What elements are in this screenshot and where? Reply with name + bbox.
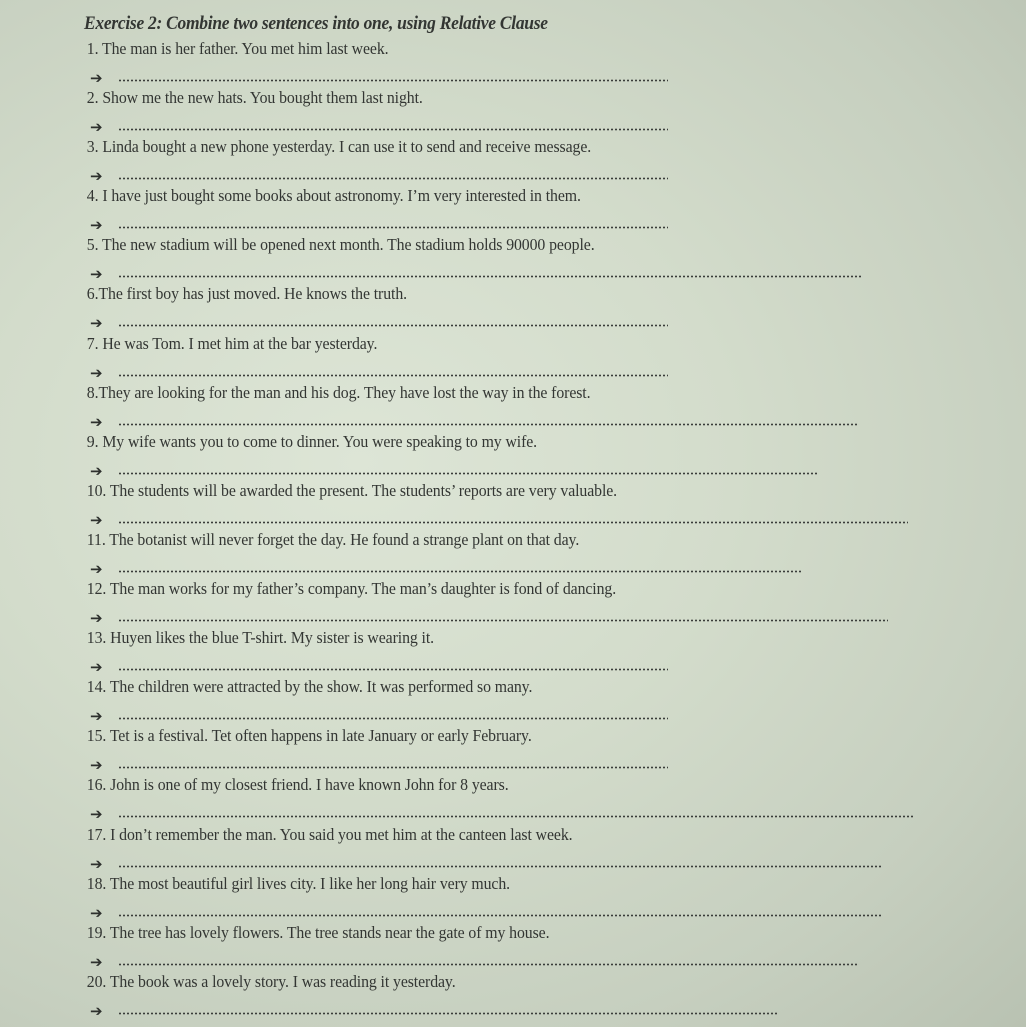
answer-blank-line[interactable] xyxy=(118,668,668,671)
question-prompt: 1. The man is her father. You met him last week. xyxy=(86,39,389,58)
answer-row xyxy=(84,62,944,87)
answer-row xyxy=(84,602,944,627)
arrow-right-icon: ➔ xyxy=(90,363,103,382)
answer-blank-line[interactable] xyxy=(118,521,908,524)
answer-blank-line[interactable] xyxy=(118,177,668,180)
question-item xyxy=(84,627,944,676)
question-prompt: 10. The students will be awarded the present. The students’ reports are very valuable. xyxy=(86,480,618,500)
question-item xyxy=(84,283,944,332)
question-item xyxy=(84,578,944,627)
question-item xyxy=(84,971,944,1020)
question-prompt: 16. John is one of my closest friend. I have known John for 8 years. xyxy=(86,775,509,795)
question-item xyxy=(84,873,944,922)
question-prompt: 5. The new stadium will be opened next month. The stadium holds 90000 people. xyxy=(86,235,595,255)
question-prompt: 3. Linda bought a new phone yesterday. I can use it to send and receive message. xyxy=(86,137,592,157)
answer-blank-line[interactable] xyxy=(118,914,883,917)
question-item xyxy=(84,185,944,234)
question-item xyxy=(84,529,944,578)
answer-blank-line[interactable] xyxy=(118,226,668,229)
question-item xyxy=(84,136,944,185)
answer-row xyxy=(84,700,944,725)
answer-blank-line[interactable] xyxy=(118,374,668,377)
question-prompt: 7. He was Tom. I met him at the bar yesterday. xyxy=(86,333,378,353)
answer-blank-line[interactable] xyxy=(118,619,888,622)
answer-row xyxy=(84,258,944,283)
answer-row xyxy=(84,553,944,578)
question-prompt: 13. Huyen likes the blue T-shirt. My sister is wearing it. xyxy=(86,628,435,648)
answer-blank-line[interactable] xyxy=(118,79,668,82)
arrow-right-icon: ➔ xyxy=(90,510,103,529)
answer-row xyxy=(84,995,944,1020)
answer-blank-line[interactable] xyxy=(118,1012,778,1015)
question-item xyxy=(84,333,944,382)
arrow-right-icon: ➔ xyxy=(90,314,103,333)
arrow-right-icon: ➔ xyxy=(90,167,103,186)
arrow-right-icon: ➔ xyxy=(90,805,103,824)
question-prompt: 8.They are looking for the man and his dog. They have lost the way in the forest. xyxy=(86,382,591,402)
answer-row xyxy=(84,749,944,774)
answer-blank-line[interactable] xyxy=(118,570,803,573)
arrow-right-icon: ➔ xyxy=(90,952,103,971)
question-prompt: 9. My wife wants you to come to dinner. You were speaking to my wife. xyxy=(86,431,538,451)
answer-row xyxy=(84,504,944,529)
question-item xyxy=(84,922,944,971)
answer-row xyxy=(84,651,944,676)
answer-row xyxy=(84,111,944,136)
question-list xyxy=(84,38,944,1020)
arrow-right-icon: ➔ xyxy=(90,265,103,284)
question-prompt: 20. The book was a lovely story. I was reading it yesterday. xyxy=(86,971,456,991)
answer-blank-line[interactable] xyxy=(118,128,668,131)
arrow-right-icon: ➔ xyxy=(90,412,103,431)
exercise-title: Exercise 2: Combine two sentences into one, using Relative Clause xyxy=(84,13,548,34)
answer-row xyxy=(84,455,944,480)
answer-row xyxy=(84,160,944,185)
arrow-right-icon: ➔ xyxy=(90,609,103,628)
arrow-right-icon: ➔ xyxy=(90,559,103,578)
answer-blank-line[interactable] xyxy=(118,865,883,868)
arrow-right-icon: ➔ xyxy=(90,854,103,873)
question-prompt: 14. The children were attracted by the show. It was performed so many. xyxy=(86,677,533,697)
answer-blank-line[interactable] xyxy=(118,472,818,475)
question-item xyxy=(84,382,944,431)
answer-blank-line[interactable] xyxy=(118,324,668,327)
question-prompt: 19. The tree has lovely flowers. The tree stands near the gate of my house. xyxy=(86,922,550,942)
answer-row xyxy=(84,406,944,431)
question-item xyxy=(84,676,944,725)
arrow-right-icon: ➔ xyxy=(90,118,103,137)
worksheet xyxy=(84,10,944,1020)
answer-row xyxy=(84,946,944,971)
answer-blank-line[interactable] xyxy=(118,815,913,818)
answer-row xyxy=(84,209,944,234)
question-item xyxy=(84,87,944,136)
question-prompt: 11. The botanist will never forget the day. He found a strange plant on that day. xyxy=(86,529,580,549)
answer-row xyxy=(84,307,944,332)
arrow-right-icon: ➔ xyxy=(90,216,103,235)
arrow-right-icon: ➔ xyxy=(90,461,103,480)
arrow-right-icon: ➔ xyxy=(90,903,103,922)
answer-row xyxy=(84,357,944,382)
question-item xyxy=(84,725,944,774)
answer-blank-line[interactable] xyxy=(118,766,668,769)
answer-blank-line[interactable] xyxy=(118,717,668,720)
question-item xyxy=(84,480,944,529)
question-item xyxy=(84,234,944,283)
question-prompt: 18. The most beautiful girl lives city. I like her long hair very much. xyxy=(86,873,511,893)
answer-blank-line[interactable] xyxy=(118,275,863,278)
arrow-right-icon: ➔ xyxy=(90,707,103,726)
answer-blank-line[interactable] xyxy=(118,423,858,426)
answer-blank-line[interactable] xyxy=(118,963,858,966)
answer-row xyxy=(84,798,944,823)
question-prompt: 17. I don’t remember the man. You said you met him at the canteen last week. xyxy=(86,824,573,844)
question-prompt: 15. Tet is a festival. Tet often happens in late January or early February. xyxy=(86,726,532,746)
question-item xyxy=(84,824,944,873)
question-prompt: 12. The man works for my father’s company. The man’s daughter is fond of dancing. xyxy=(86,579,617,599)
arrow-right-icon: ➔ xyxy=(90,658,103,677)
question-prompt: 6.The first boy has just moved. He knows the truth. xyxy=(86,284,408,304)
question-prompt: 2. Show me the new hats. You bought them last night. xyxy=(86,88,423,108)
question-item xyxy=(84,38,944,87)
answer-row xyxy=(84,848,944,873)
arrow-right-icon: ➔ xyxy=(90,69,103,87)
answer-row xyxy=(84,897,944,922)
question-item xyxy=(84,774,944,823)
arrow-right-icon: ➔ xyxy=(90,756,103,775)
question-item xyxy=(84,431,944,480)
arrow-right-icon: ➔ xyxy=(90,1001,103,1020)
question-prompt: 4. I have just bought some books about astronomy. I’m very interested in them. xyxy=(86,186,581,206)
